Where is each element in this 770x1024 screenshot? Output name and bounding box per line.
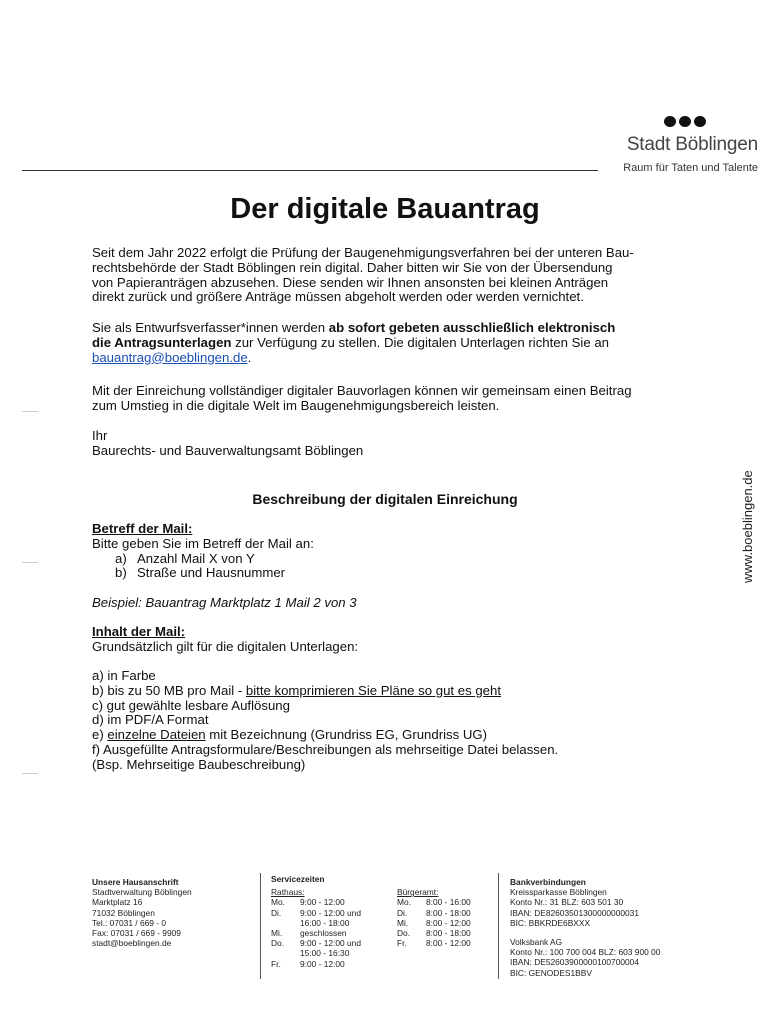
fold-mark xyxy=(22,562,38,563)
fold-mark xyxy=(22,773,38,774)
hours-row: Di. 8:00 - 18:00 xyxy=(397,907,471,918)
list-item: b) bis zu 50 MB pro Mail - bitte komprimieren Sie Pläne so gut es geht xyxy=(92,682,502,698)
email-link[interactable]: bauantrag@boeblingen.de xyxy=(92,349,248,365)
section-heading: Beschreibung der digitalen Einreichung xyxy=(252,491,518,507)
footer-divider xyxy=(260,873,261,979)
signature-line: Baurechts- und Bauverwaltungsamt Böblingen xyxy=(92,442,364,458)
footer-bank xyxy=(510,877,760,978)
betreff-example: Beispiel: Bauantrag Marktplatz 1 Mail 2 von 3 xyxy=(92,595,357,610)
inhalt-list xyxy=(92,669,692,773)
buergeramt-hours xyxy=(397,887,495,969)
header-divider xyxy=(22,170,598,171)
list-item: f) Ausgefüllte Antragsformulare/Beschreibungen als mehrseitige Datei belassen. xyxy=(92,741,559,757)
intro-bold-text: die Antragsunterlagen xyxy=(92,334,232,350)
rathaus-hours xyxy=(271,887,397,969)
buergeramt-hours-table xyxy=(397,897,471,948)
footer-divider xyxy=(498,873,499,979)
footer-bank-line: Konto Nr.: 31 BLZ: 603 501 30 xyxy=(510,897,624,908)
intro-text: . xyxy=(247,349,252,365)
footer-address-line: Marktplatz 16 xyxy=(92,897,143,908)
hours-row: 15:00 - 16:30 xyxy=(300,948,350,959)
footer-address-title: Unsere Hausanschrift xyxy=(92,877,179,887)
footer-address-line: 71032 Böblingen xyxy=(92,907,155,918)
intro-paragraph-3 xyxy=(92,384,692,414)
intro-line: Seit dem Jahr 2022 erfolgt die Prüfung der Baugenehmigungsverfahren bei der unteren Bau- xyxy=(92,245,634,260)
list-item: c) gut gewählte lesbare Auflösung xyxy=(92,697,290,713)
hours-row: 16:00 - 18:00 xyxy=(300,917,350,928)
footer-address-line: stadt@boeblingen.de xyxy=(92,938,172,949)
footer-service-hours xyxy=(271,874,496,969)
footer-bank-line: BIC: BBKRDE6BXXX xyxy=(510,917,591,928)
intro-line: direkt zurück und größere Anträge müssen abgeholt werden oder werden vernichtet. xyxy=(92,289,584,305)
footer-service-title: Servicezeiten xyxy=(271,874,325,884)
rathaus-hours-table xyxy=(271,897,361,968)
buergeramt-title: Bürgeramt: xyxy=(397,887,439,898)
side-website-url: www.boeblingen.de xyxy=(740,470,755,583)
intro-line: von Papieranträgen abzusehen. Diese senden wir Ihnen ansonsten bei kleinen Anträgen xyxy=(92,274,609,290)
footer-bank-line: IBAN: DE52603900000100700004 xyxy=(510,957,639,968)
city-logo-dots-icon xyxy=(664,116,706,130)
hours-row: Do. 8:00 - 18:00 xyxy=(397,928,471,939)
list-item: b) Straße und Hausnummer xyxy=(115,565,286,581)
inhalt-title: Inhalt der Mail: xyxy=(92,624,186,639)
footer-bank-line: BIC: GENODES1BBV xyxy=(510,967,592,978)
list-item: (Bsp. Mehrseitige Baubeschreibung) xyxy=(92,756,306,772)
footer-address xyxy=(92,877,257,948)
footer-address-line: Tel.: 07031 / 669 - 0 xyxy=(92,917,167,928)
betreff-title: Betreff der Mail: xyxy=(92,521,193,536)
footer-bank-line: Kreissparkasse Böblingen xyxy=(510,887,607,898)
betreff-section xyxy=(92,522,692,581)
intro-line: zum Umstieg in die digitale Welt im Baugenehmigungsbereich leisten. xyxy=(92,397,500,413)
hours-row: Mo. 9:00 - 12:00 xyxy=(271,897,345,908)
city-tagline: Raum für Taten und Talente xyxy=(623,162,758,174)
list-item: a) in Farbe xyxy=(92,668,156,683)
intro-paragraph-2 xyxy=(92,321,692,365)
intro-line: Mit der Einreichung vollständiger digitaler Bauvorlagen können wir gemeinsam einen Beitrag xyxy=(92,383,632,398)
list-item: a) Anzahl Mail X von Y xyxy=(115,550,255,566)
intro-text: Sie als Entwurfsverfasser*innen werden xyxy=(92,320,329,335)
hours-row: Mo. 8:00 - 16:00 xyxy=(397,897,471,908)
intro-text: zur Verfügung zu stellen. Die digitalen Unterlagen richten Sie an xyxy=(231,334,610,350)
footer-bank-line: Volksbank AG xyxy=(510,937,563,948)
rathaus-title: Rathaus: xyxy=(271,887,305,898)
hours-row: Mi. 8:00 - 12:00 xyxy=(397,917,471,928)
city-logo-name: Stadt Böblingen xyxy=(626,134,758,155)
hours-row: Do. 9:00 - 12:00 und xyxy=(271,938,362,949)
intro-paragraph-1 xyxy=(92,246,692,305)
inhalt-lead: Grundsätzlich gilt für die digitalen Unterlagen: xyxy=(92,638,359,654)
page-title: Der digitale Bauantrag xyxy=(230,193,540,225)
footer-bank-line: Konto Nr.: 100 700 004 BLZ: 603 900 00 xyxy=(510,947,661,958)
intro-bold-text: ab sofort gebeten ausschließlich elektronisch xyxy=(328,320,616,335)
signature-line: Ihr xyxy=(92,428,108,443)
betreff-lead: Bitte geben Sie im Betreff der Mail an: xyxy=(92,535,314,551)
hours-row: Fr. 8:00 - 12:00 xyxy=(397,938,471,949)
list-item: e) einzelne Dateien mit Bezeichnung (Grundriss EG, Grundriss UG) xyxy=(92,727,488,743)
footer-address-line: Stadtverwaltung Böblingen xyxy=(92,887,192,898)
hours-row: Mi. geschlossen xyxy=(271,928,347,939)
list-item: d) im PDF/A Format xyxy=(92,712,209,728)
fold-mark xyxy=(22,411,38,412)
signature xyxy=(92,429,692,459)
inhalt-section xyxy=(92,625,692,655)
footer-address-line: Fax: 07031 / 669 - 9909 xyxy=(92,928,181,939)
footer-bank-title: Bankverbindungen xyxy=(510,877,586,887)
footer-bank-line: IBAN: DE82603501300000000031 xyxy=(510,907,639,918)
hours-row: Fr. 9:00 - 12:00 xyxy=(271,958,345,969)
hours-row: Di. 9:00 - 12:00 und xyxy=(271,907,362,918)
intro-line: rechtsbehörde der Stadt Böblingen rein digital. Daher bitten wir Sie von der Übersendung xyxy=(92,259,613,275)
